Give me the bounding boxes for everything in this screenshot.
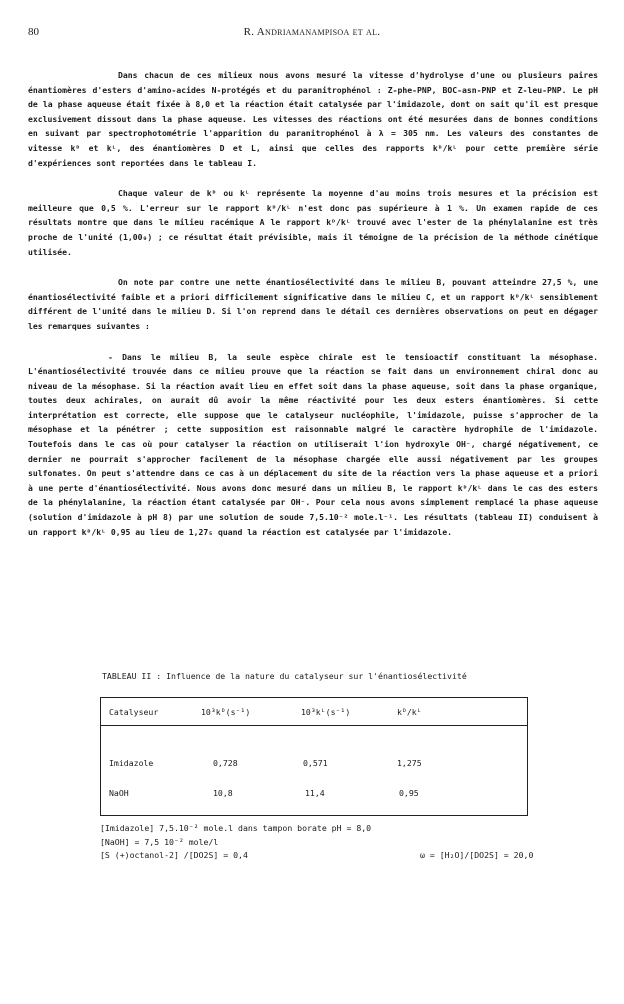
table-cell: 0,95 — [399, 788, 419, 798]
paragraph-2: Chaque valeur de kᴰ ou kᴸ représente la moyenne d'au moins trois mesures et la précision est meilleure que 0,5 %. L'erreur sur le rapport kᴰ/kᴸ n'est donc pas supérieure à 1 %. Un examen rapide de ces résultats montre que dans le milieu racémique A le rapport kᴰ/kᴸ trouvé avec l'ester de la phénylalanine est très proche de l'unité (1,00₉) ; ce résultat était prévisible, mais il témoigne de la précision de la méthode cinétique utilisée. — [28, 188, 598, 257]
paragraph-3: On note par contre une nette énantiosélectivité dans le milieu B, pouvant atteindre 27,5 %, une énantiosélectivité faible et a priori difficilement significative dans le milieu C, et un rapport kᴰ/kᴸ sensiblement différent de l'unité dans le milieu D. Si l'on reprend dans le détail ces dernières observations on peut en dégager les remarques suivantes : — [28, 277, 598, 331]
note-line: [Imidazole] 7,5.10⁻² mole.l dans tampon borate pH = 8,0 — [100, 823, 372, 833]
table-cell: 0,571 — [303, 758, 328, 768]
paragraph-4: - Dans le milieu B, la seule espèce chirale est le tensioactif constituant la mésophase. L'énantiosélectivité trouvée dans ce milieu prouve que la réaction se fait dans un environnement chiral donc au niveau de la mésophase. Si la réaction avait lieu en effet soit dans la phase aqueuse, soit dans la phase organique, toutes deux achirales, on aurait dû avoir la même réactivité pour les deux esters énantiomères. Si cette interprétation est correcte, elle suppose que le catalyseur nucléophile, l'imidazole, puisse s'approcher de la mésophase et la pénétrer ; cette supposition est raisonnable malgré le caractère hydrophile de l'imidazole. Toutefois dans le cas où pour catalyser la réaction on utiliserait l'ion hydroxyle OH⁻, chargé négativement, ce dernier ne pourrait s'approcher facilement de la mésophase chargée elle aussi négativement par les groupes sulfonates. On peut s'attendre dans ce cas à un déplacement du site de la réaction vers la phase aqueuse et a priori à une perte d'énantiosélectivité. Nous avons donc mesuré dans un milieu B, le rapport kᴰ/kᴸ dans le cas des esters de la phénylalanine, la réaction étant catalysée par OH⁻. Pour cela nous avons simplement remplacé la phase aqueuse (solution d'imidazole à pH 8) par une solution de soude 7,5.10⁻² mole.l⁻¹. Les résultats (tableau II) conduisent à un rapport kᴰ/kᴸ 0,95 au lieu de 1,27₅ quand la réaction est catalysée par l'imidazole. — [28, 351, 598, 537]
table-cell: Imidazole — [109, 758, 154, 768]
omega-note: ω = [H₂O]/[DO2S] = 20,0 — [420, 850, 534, 860]
table-cell: 11,4 — [305, 788, 325, 798]
table-cell: 1,275 — [397, 758, 422, 768]
column-header: 10³kᴸ(s⁻¹) — [301, 707, 351, 717]
table-cell: 10,8 — [213, 788, 233, 798]
page-number: 80 — [28, 26, 39, 38]
table-cell: 0,728 — [213, 758, 238, 768]
column-header: Catalyseur — [109, 707, 159, 717]
note-line: [NaOH] = 7,5 10⁻² mole/l — [100, 836, 219, 847]
table-notes — [100, 822, 534, 863]
column-header: 10³kᴰ(s⁻¹) — [201, 707, 251, 717]
results-table — [100, 697, 528, 816]
table-caption: TABLEAU II : Influence de la nature du catalyseur sur l'énantiosélectivité — [102, 671, 467, 681]
page-header — [28, 26, 596, 40]
paragraph-1: Dans chacun de ces milieux nous avons mesuré la vitesse d'hydrolyse d'une ou plusieurs paires énantiomères d'esters d'amino-acides N-protégés et du paranitrophénol : Z-phe-PNP, BOC-asn-PNP et Z-leu-PNP. Le pH de la phase aqueuse était fixée à 8,0 et la réaction était catalysée par l'imidazole, dont on sait qu'il est presque exclusivement dissout dans la phase aqueuse. Les vitesses des réactions ont été mesurées dans de bonnes conditions en suivant par spectrophotométrie l'apparition du paranitrophénol à λ = 305 nm. Les valeurs des constantes de vitesse kᴰ et kᴸ, des énantiomères D et L, ainsi que celles des rapports kᴰ/kᴸ pour cette première série d'expériences sont reportées dans le tableau I. — [28, 70, 598, 168]
column-header: kᴰ/kᴸ — [397, 707, 422, 717]
body-text — [28, 68, 598, 555]
note-line: [S (+)octanol-2] /[DO2S] = 0,4 — [100, 850, 248, 860]
table-cell: NaOH — [109, 788, 129, 798]
running-head: R. Andriamanampisoa et al. — [243, 26, 381, 38]
table-rule — [101, 725, 527, 726]
